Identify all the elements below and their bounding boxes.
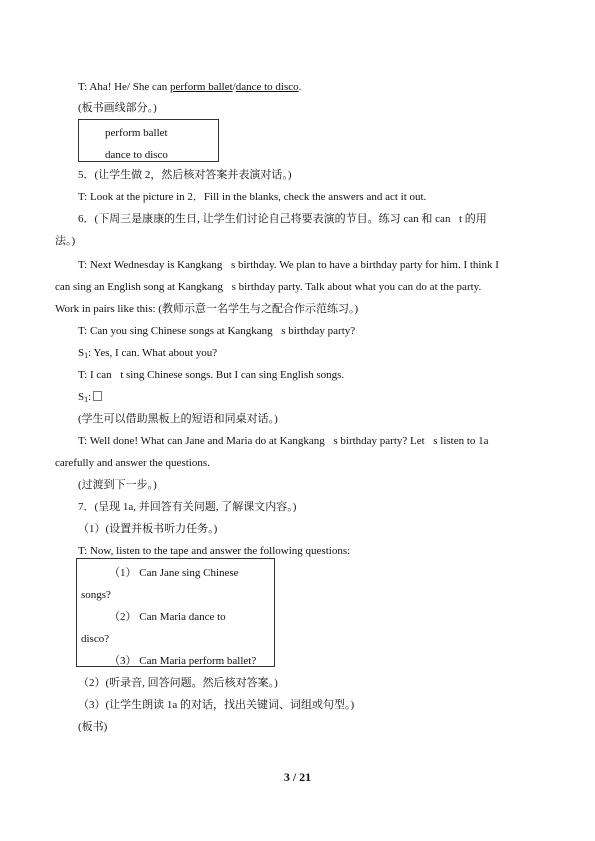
teacher-line-6: T: Well done! What can Jane and Maria do at Kangkang s birthday party? Let s listen to 1a (78, 435, 489, 447)
question-1: （1） Can Jane sing Chinese (109, 567, 239, 579)
teacher-line-2: T: Look at the picture in 2．Fill in the blanks, check the answers and act it out. (78, 191, 427, 203)
text: . (298, 81, 302, 93)
blackboard-box-1 (78, 119, 219, 162)
step-7-sub-1: （1）(设置并板书听力任务。) (78, 523, 218, 535)
underlined-phrase-dance-to-disco: dance to disco (235, 81, 299, 93)
teacher-line-6-cont: carefully and answer the questions. (55, 457, 210, 469)
text: / (232, 81, 236, 93)
instruction-line-2: (学生可以借助黑板上的短语和同桌对话。) (78, 413, 278, 425)
question-1-cont: songs? (81, 589, 111, 601)
teacher-line-7: T: Now, listen to the tape and answer the following questions: (78, 545, 351, 557)
text: : Yes, I can. What about you? (88, 347, 218, 359)
teacher-line-5: T: I can t sing Chinese songs. But I can sing English songs. (78, 369, 345, 381)
teacher-line-3-cont: can sing an English song at Kangkang s birthday party. Talk about what you can do at the party. (55, 281, 482, 293)
speaker: S (78, 391, 85, 403)
teacher-line-4: T: Can you sing Chinese songs at Kangkang s birthday party? (78, 325, 356, 337)
question-3: （3） Can Maria perform ballet? (109, 655, 257, 667)
student-line-1 (78, 346, 217, 360)
box-phrase-2: dance to disco (105, 149, 168, 161)
placeholder-box-icon (93, 391, 102, 401)
speaker-number: 1 (84, 395, 89, 404)
text: T: Aha! He/ She can (78, 81, 171, 93)
student-line-2 (78, 390, 102, 404)
step-6: 6．(下周三是康康的生日, 让学生们讨论自己将要表演的节目。练习 can 和 can t 的用 (78, 213, 487, 225)
box-phrase-1: perform ballet (105, 127, 168, 139)
step-7-sub-2: （2）(听录音, 回答问题。然后核对答案。) (78, 677, 278, 689)
teacher-line-1 (78, 80, 301, 94)
teacher-line-3: T: Next Wednesday is Kangkang s birthday. We plan to have a birthday party for him. I think I (78, 259, 499, 271)
teacher-line-3-cont2: Work in pairs like this: (教师示意一名学生与之配合作示范练习。) (55, 303, 359, 315)
step-7: 7．(呈现 1a, 并回答有关问题, 了解课文内容。) (78, 501, 297, 513)
step-7-sub-3: （3）(让学生朗读 1a 的对话，找出关键词、词组或句型。) (78, 699, 355, 711)
blackboard-box-questions (76, 558, 275, 667)
page-number: 3 / 21 (283, 770, 312, 784)
blackboard-note: (板书) (78, 721, 108, 733)
question-2-cont: disco? (81, 633, 110, 645)
speaker-number: 1 (84, 351, 89, 360)
text: : (88, 391, 92, 403)
instruction-line-3: (过渡到下一步。) (78, 479, 157, 491)
step-6-cont: 法。) (55, 235, 76, 247)
instruction-line: (板书画线部分。) (78, 102, 157, 114)
underlined-phrase-perform-ballet: perform ballet (170, 81, 233, 93)
question-2: （2） Can Maria dance to (109, 611, 226, 623)
speaker: S (78, 347, 85, 359)
step-5: 5．(让学生做 2，然后核对答案并表演对话。) (78, 169, 292, 181)
